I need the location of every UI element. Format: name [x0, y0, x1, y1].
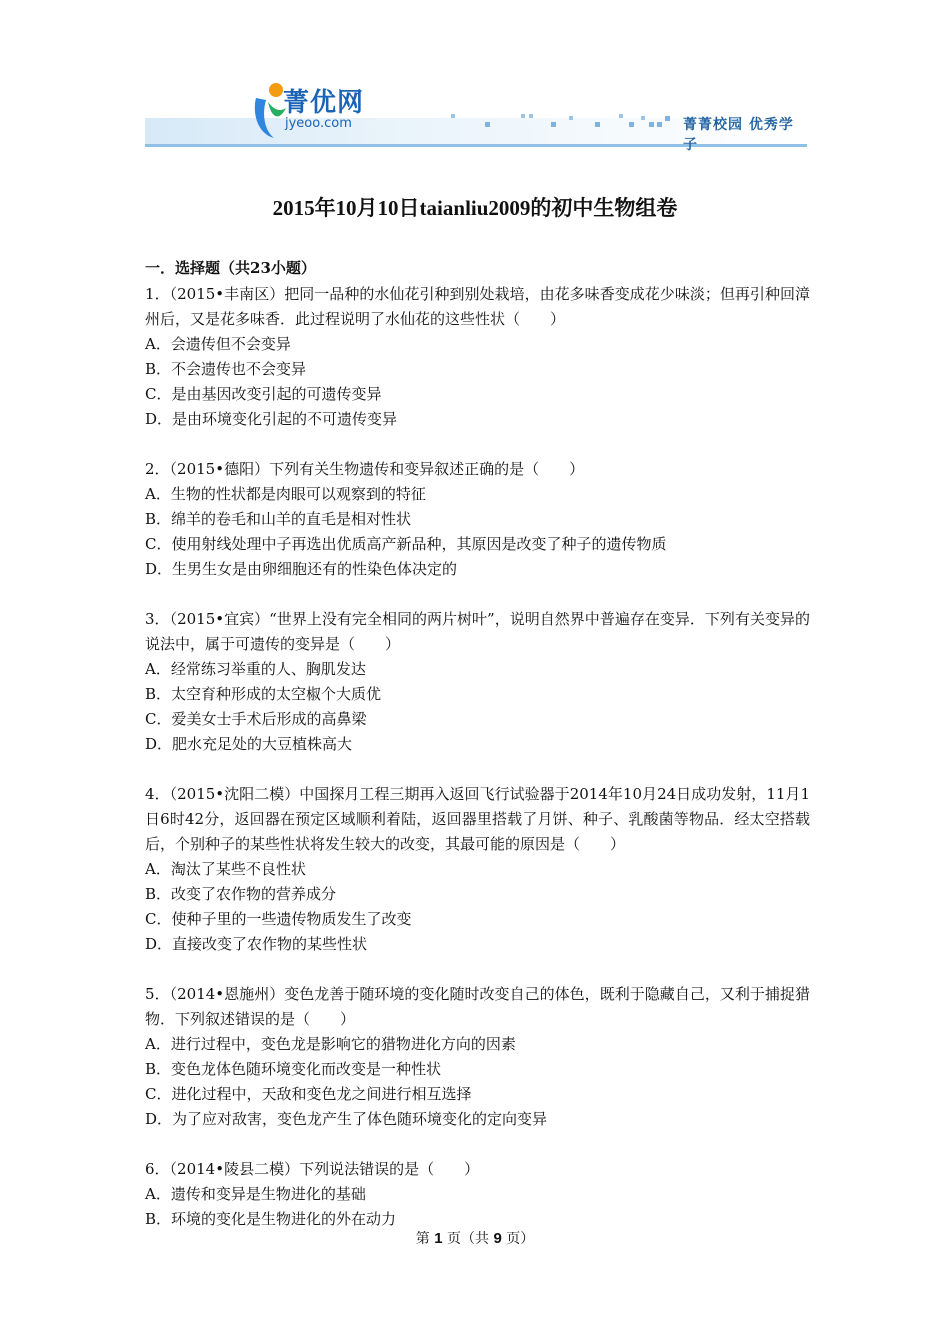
option-b: B．变色龙体色随环境变化而改变是一种性状 [145, 1060, 442, 1078]
question-item [145, 457, 810, 582]
option-a: A．生物的性状都是肉眼可以观察到的特征 [145, 485, 426, 503]
footer-middle: 页（共 [447, 1231, 489, 1247]
question-text: 3．（2015•宜宾）“世界上没有完全相同的两片树叶”，说明自然界中普遍存在变异．下列有关变异的说法中，属于可遗传的变异是（ ） [145, 610, 810, 653]
question-text: 1．（2015•丰南区）把同一品种的水仙花引种到别处栽培，由花多味香变成花少味淡；但再引种回漳州后，又是花多味香．此过程说明了水仙花的这些性状（ ） [145, 285, 810, 328]
question-text: 6．（2014•陵县二模）下列说法错误的是（ ） [145, 1160, 480, 1178]
logo-text: 菁优网 [283, 88, 365, 118]
question-item [145, 1157, 810, 1232]
option-d: D．为了应对敌害，变色龙产生了体色随环境变化的定向变异 [145, 1110, 548, 1128]
option-b: B．不会遗传也不会变异 [145, 360, 307, 378]
option-d: D．肥水充足处的大豆植株高大 [145, 735, 353, 753]
option-b: B．环境的变化是生物进化的外在动力 [145, 1210, 397, 1228]
option-c: C．进化过程中，天敌和变色龙之间进行相互选择 [145, 1085, 472, 1103]
option-c: C．使用射线处理中子再选出优质高产新品种，其原因是改变了种子的遗传物质 [145, 535, 667, 553]
page-title: 2015年10月10日taianliu2009的初中生物组卷 [272, 196, 678, 220]
slogan: 菁菁校园 优秀学子 [683, 117, 794, 153]
option-d: D．直接改变了农作物的某些性状 [145, 935, 368, 953]
section-heading: 一．选择题（共23小题） [145, 259, 316, 277]
option-d: D．是由环境变化引起的不可遗传变异 [145, 410, 398, 428]
decorative-dots [445, 112, 675, 132]
total-page-count: 9 [493, 1230, 502, 1247]
question-item [145, 607, 810, 757]
footer-prefix: 第 [415, 1231, 430, 1247]
page-footer [0, 1228, 950, 1248]
option-b: B．改变了农作物的营养成分 [145, 885, 337, 903]
option-a: A．进行过程中，变色龙是影响它的猎物进化方向的因素 [145, 1035, 516, 1053]
page-header [145, 74, 807, 153]
option-a: A．会遗传但不会变异 [145, 335, 291, 353]
question-item [145, 282, 810, 432]
option-c: C．使种子里的一些遗传物质发生了改变 [145, 910, 412, 928]
option-b: B．太空育种形成的太空椒个大质优 [145, 685, 382, 703]
option-d: D．生男生女是由卵细胞还有的性染色体决定的 [145, 560, 458, 578]
question-text: 4．（2015•沈阳二模）中国探月工程三期再入返回飞行试验器于2014年10月24日成功发射，11月1日6时42分，返回器在预定区域顺利着陆，返回器里搭载了月饼、种子、乳酸菌等物品．经太空搭载后，个别种子的某些性状将发生较大的改变，其最可能的原因是（ ） [145, 785, 810, 853]
question-text: 2．（2015•德阳）下列有关生物遗传和变异叙述正确的是（ ） [145, 460, 585, 478]
question-list [145, 258, 810, 1257]
logo-url: jyeoo.com [285, 116, 352, 131]
option-c: C．爱美女士手术后形成的高鼻梁 [145, 710, 367, 728]
current-page-number: 1 [434, 1230, 443, 1247]
option-a: A．淘汰了某些不良性状 [145, 860, 306, 878]
option-a: A．遗传和变异是生物进化的基础 [145, 1185, 366, 1203]
question-item [145, 982, 810, 1132]
question-item [145, 782, 810, 957]
option-a: A．经常练习举重的人、胸肌发达 [145, 660, 366, 678]
option-b: B．绵羊的卷毛和山羊的直毛是相对性状 [145, 510, 412, 528]
footer-suffix: 页） [506, 1231, 535, 1247]
option-c: C．是由基因改变引起的可遗传变异 [145, 385, 382, 403]
question-text: 5．（2014•恩施州）变色龙善于随环境的变化随时改变自己的体色，既利于隐藏自己，又利于捕捉猎物．下列叙述错误的是（ ） [145, 985, 810, 1028]
